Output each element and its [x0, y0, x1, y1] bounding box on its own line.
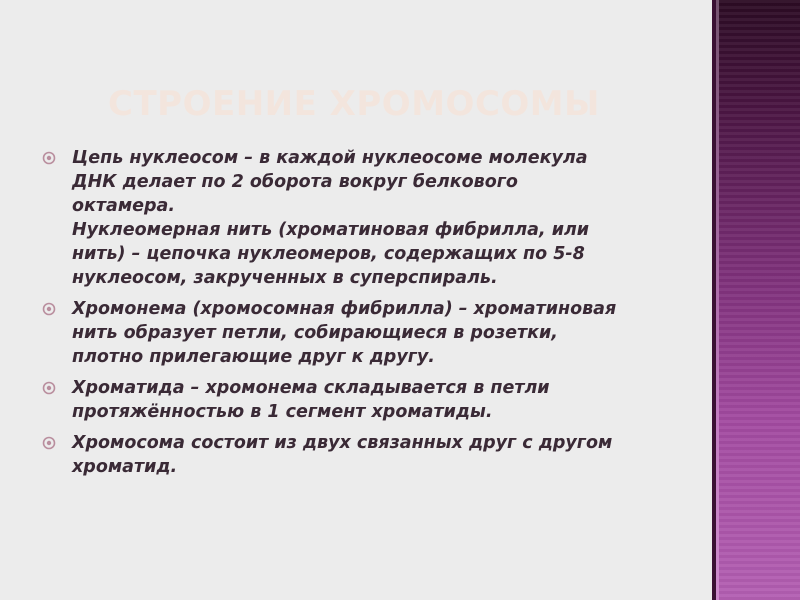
circle-bullet-icon [42, 436, 56, 450]
bullet-item-chromonema [42, 297, 682, 369]
bullet-line: плотно прилегающие друг к другу. [72, 347, 435, 367]
bullet-line: протяжённостью в 1 сегмент хроматиды. [72, 402, 493, 422]
circle-bullet-icon [42, 302, 56, 316]
bullet-line: Цепь нуклеосом – в каждой нуклеосоме молекула [72, 148, 588, 168]
bullet-line: Хромосома состоит из двух связанных друг с другом [72, 433, 613, 453]
bullet-line: хроматид. [72, 457, 178, 477]
bullet-line: нить) – цепочка нуклеомеров, содержащих по 5-8 [72, 244, 585, 264]
bullet-item-chromosome [42, 431, 682, 479]
side-bar-stripes [719, 0, 800, 600]
bullet-line: нуклеосом, закрученных в суперспираль. [72, 268, 498, 288]
slide-title: СТРОЕНИЕ ХРОМОСОМЫ [108, 84, 600, 124]
bullet-line: Нуклеомерная нить (хроматиновая фибрилла, или [72, 220, 590, 240]
bullet-line: нить образует петли, собирающиеся в розетки, [72, 323, 558, 343]
decorative-side-bar [712, 0, 800, 600]
bullet-list [42, 146, 682, 486]
bullet-item-nucleosome-chain [42, 146, 682, 290]
bullet-line: Хроматида – хромонема складывается в петли [72, 378, 550, 398]
bullet-line: октамера. [72, 196, 176, 216]
circle-bullet-icon [42, 381, 56, 395]
circle-bullet-icon [42, 151, 56, 165]
bullet-line: ДНК делает по 2 оборота вокруг белкового [72, 172, 518, 192]
bullet-item-chromatid [42, 376, 682, 424]
bullet-line: Хромонема (хромосомная фибрилла) – хроматиновая [72, 299, 617, 319]
